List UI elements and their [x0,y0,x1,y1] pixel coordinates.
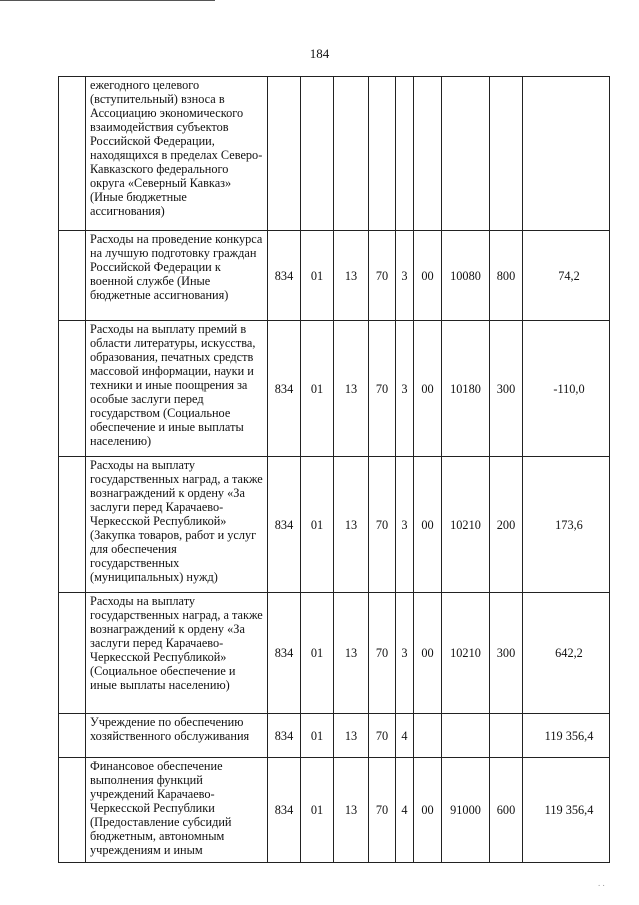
index-cell [59,321,86,457]
description-cell: Учреждение по обеспечению хозяйственного обслуживания [86,714,268,758]
table-row [59,593,610,714]
csr2-cell [396,77,414,231]
csr1-cell: 70 [369,714,396,758]
top-rule [0,0,215,1]
csr4-cell [442,77,490,231]
rz-cell: 01 [301,593,334,714]
table-row [59,714,610,758]
description-cell: Расходы на выплату государственных наград, а также вознаграждений к ордену «За заслуги перед Карачаево-Черкесской Республикой» (Социальное обеспечение и иные выплаты населению) [86,593,268,714]
csr4-cell: 10210 [442,593,490,714]
index-cell [59,593,86,714]
csr3-cell: 00 [414,758,442,863]
pr-cell: 13 [334,231,369,321]
budget-table [58,76,610,863]
vr-cell [490,77,523,231]
sum-cell: 74,2 [523,231,610,321]
sum-cell [523,77,610,231]
index-cell [59,231,86,321]
grbs-cell: 834 [268,714,301,758]
table-row [59,77,610,231]
grbs-cell: 834 [268,457,301,593]
sum-cell: 642,2 [523,593,610,714]
csr1-cell: 70 [369,321,396,457]
grbs-cell: 834 [268,758,301,863]
csr2-cell: 3 [396,593,414,714]
pr-cell: 13 [334,714,369,758]
csr3-cell: 00 [414,593,442,714]
vr-cell: 800 [490,231,523,321]
csr2-cell: 4 [396,714,414,758]
csr3-cell: 00 [414,321,442,457]
csr1-cell: 70 [369,457,396,593]
index-cell [59,457,86,593]
pr-cell [334,77,369,231]
csr3-cell [414,714,442,758]
description-cell: ежегодного целевого (вступительный) взноса в Ассоциацию экономического взаимодействия субъектов Российской Федерации, находящихся в пределах Северо-Кавказского федерального округа «Северный Кавказ» (Иные бюджетные ассигнования) [86,77,268,231]
table-row [59,758,610,863]
csr4-cell: 91000 [442,758,490,863]
pr-cell: 13 [334,593,369,714]
index-cell [59,714,86,758]
pr-cell: 13 [334,758,369,863]
rz-cell: 01 [301,758,334,863]
description-cell: Расходы на проведение конкурса на лучшую подготовку граждан Российской Федерации к военной службе (Иные бюджетные ассигнования) [86,231,268,321]
sum-cell: 119 356,4 [523,758,610,863]
page-number: 184 [309,46,330,61]
csr2-cell: 3 [396,321,414,457]
vr-cell: 600 [490,758,523,863]
pr-cell: 13 [334,457,369,593]
csr3-cell: 00 [414,457,442,593]
grbs-cell: 834 [268,593,301,714]
vr-cell: 300 [490,593,523,714]
rz-cell: 01 [301,321,334,457]
rz-cell [301,77,334,231]
vr-cell [490,714,523,758]
index-cell [59,758,86,863]
csr3-cell: 00 [414,231,442,321]
csr1-cell: 70 [369,593,396,714]
rz-cell: 01 [301,714,334,758]
csr4-cell: 10080 [442,231,490,321]
description-cell: Финансовое обеспечение выполнения функций учреждений Карачаево-Черкесской Республики (Предоставление субсидий бюджетным, автономным учреждениям и иным [86,758,268,863]
grbs-cell: 834 [268,231,301,321]
csr2-cell: 3 [396,457,414,593]
table-row [59,321,610,457]
sum-cell: 173,6 [523,457,610,593]
rz-cell: 01 [301,457,334,593]
csr4-cell: 10210 [442,457,490,593]
csr1-cell: 70 [369,231,396,321]
pr-cell: 13 [334,321,369,457]
rz-cell: 01 [301,231,334,321]
csr4-cell [442,714,490,758]
description-cell: Расходы на выплату государственных наград, а также вознаграждений к ордену «За заслуги перед Карачаево-Черкесской Республикой» (Закупка товаров, работ и услуг для обеспечения государственных (муниципальных) нужд) [86,457,268,593]
description-cell: Расходы на выплату премий в области литературы, искусства, образования, печатных средств массовой информации, науки и техники и иные поощрения за особые заслуги перед государством (Социальное обеспечение и иные выплаты населению) [86,321,268,457]
table-row [59,231,610,321]
grbs-cell [268,77,301,231]
csr3-cell [414,77,442,231]
csr2-cell: 4 [396,758,414,863]
sum-cell: 119 356,4 [523,714,610,758]
csr2-cell: 3 [396,231,414,321]
vr-cell: 200 [490,457,523,593]
scan-dots: . . [598,878,605,888]
csr4-cell: 10180 [442,321,490,457]
index-cell [59,77,86,231]
sum-cell: -110,0 [523,321,610,457]
grbs-cell: 834 [268,321,301,457]
table-row [59,457,610,593]
csr1-cell: 70 [369,758,396,863]
vr-cell: 300 [490,321,523,457]
csr1-cell [369,77,396,231]
